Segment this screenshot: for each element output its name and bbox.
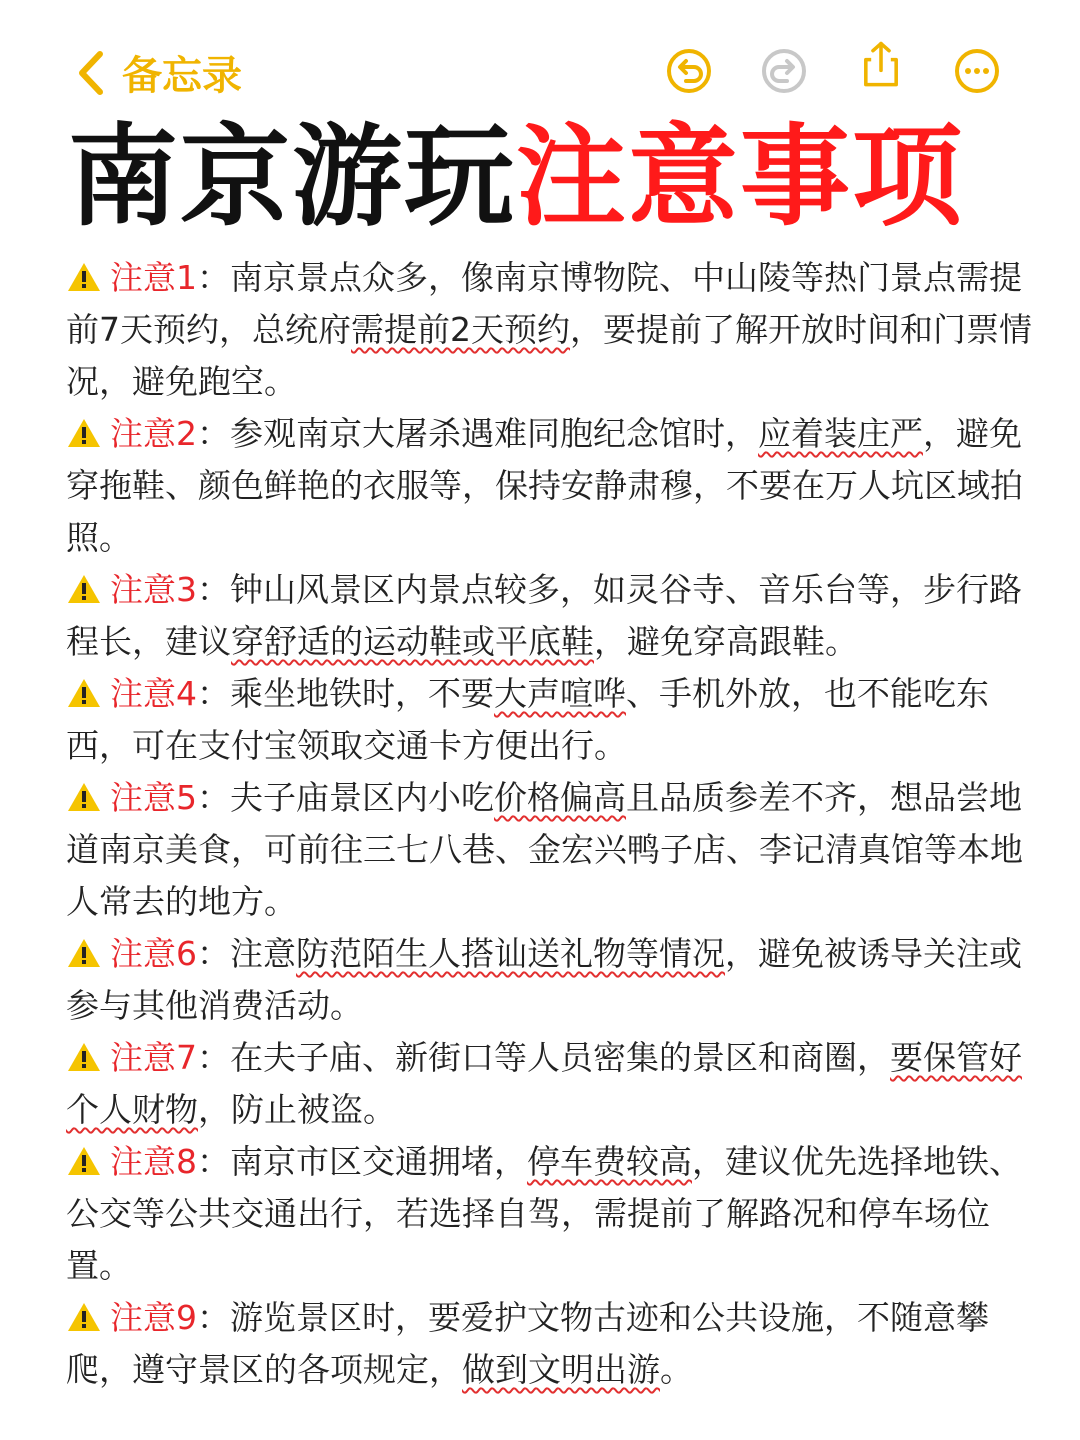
note-highlight: 需提前2天预约 — [351, 310, 570, 349]
undo-icon[interactable] — [664, 46, 714, 96]
note-highlight: 做到文明出游 — [462, 1350, 660, 1389]
note-item — [66, 252, 1041, 408]
warning-icon — [66, 417, 102, 449]
note-text: ，防止被盗。 — [198, 1090, 396, 1129]
redo-icon[interactable] — [759, 46, 809, 96]
note-label: 注意3 — [110, 570, 197, 609]
note-separator: ： — [197, 414, 230, 453]
note-separator: ： — [197, 674, 230, 713]
note-label: 注意2 — [110, 414, 197, 453]
note-highlight: 防范陌生人搭讪送礼物等情况 — [296, 934, 725, 973]
note-separator: ： — [197, 1142, 230, 1181]
back-label: 备忘录 — [122, 53, 242, 99]
note-label: 注意9 — [110, 1298, 197, 1337]
note-text: 参观南京大屠杀遇难同胞纪念馆时， — [230, 414, 758, 453]
note-text: 南京景点众多，像南京博物院、中山陵等热门景点需提前7天预约，总统府 — [66, 258, 1022, 349]
warning-icon — [66, 261, 102, 293]
note-text: 钟山风景区内景点较多，如灵谷寺、音乐台等，步行路程长，建议 — [66, 570, 1022, 661]
note-body — [66, 252, 1041, 1396]
note-text: ，避免穿拖鞋、颜色鲜艳的衣服等，保持安静肃穆，不要在万人坑区域拍照。 — [66, 414, 1023, 557]
warning-icon — [66, 781, 102, 813]
page-title — [68, 112, 964, 242]
note-highlight: 大声喧哗 — [494, 674, 626, 713]
note-item — [66, 1032, 1041, 1136]
note-item — [66, 408, 1041, 564]
title-part-red: 注意事项 — [516, 113, 964, 241]
note-label: 注意6 — [110, 934, 197, 973]
top-toolbar — [0, 0, 1080, 130]
warning-icon — [66, 573, 102, 605]
note-text: 。 — [660, 1350, 693, 1389]
note-text: ，避免穿高跟鞋。 — [594, 622, 858, 661]
note-text: 注意 — [230, 934, 296, 973]
warning-icon — [66, 1145, 102, 1177]
note-text: 南京市区交通拥堵， — [230, 1142, 527, 1181]
note-item — [66, 1292, 1041, 1396]
note-item — [66, 1136, 1041, 1292]
note-label: 注意5 — [110, 778, 197, 817]
note-label: 注意8 — [110, 1142, 197, 1181]
warning-icon — [66, 937, 102, 969]
note-label: 注意1 — [110, 258, 197, 297]
note-item — [66, 928, 1041, 1032]
note-highlight: 停车费较高 — [527, 1142, 692, 1181]
note-highlight: 价格偏高 — [494, 778, 626, 817]
note-item — [66, 564, 1041, 668]
note-separator: ： — [197, 934, 230, 973]
note-label: 注意4 — [110, 674, 197, 713]
chevron-left-icon — [72, 48, 112, 98]
note-text: 且品质参差不齐，想品尝地道南京美食，可前往三七八巷、金宏兴鸭子店、李记清真馆等本地人常去的地方。 — [66, 778, 1023, 921]
note-highlight: 要保管好个人财物 — [66, 1038, 1022, 1129]
note-highlight: 应着装庄严 — [758, 414, 923, 453]
note-text: 乘坐地铁时，不要 — [230, 674, 494, 713]
warning-icon — [66, 677, 102, 709]
warning-icon — [66, 1301, 102, 1333]
note-text: 游览景区时，要爱护文物古迹和公共设施，不随意攀爬，遵守景区的各项规定， — [66, 1298, 989, 1389]
note-item — [66, 668, 1041, 772]
note-text: ，避免被诱导关注或参与其他消费活动。 — [66, 934, 1022, 1025]
more-icon[interactable] — [952, 46, 1002, 96]
note-text: ，要提前了解开放时间和门票情况，避免跑空。 — [66, 310, 1032, 401]
warning-icon — [66, 1041, 102, 1073]
note-text: ，建议优先选择地铁、公交等公共交通出行，若选择自驾，需提前了解路况和停车场位置。 — [66, 1142, 1022, 1285]
note-separator: ： — [197, 778, 230, 817]
note-label: 注意7 — [110, 1038, 197, 1077]
note-separator: ： — [197, 570, 230, 609]
note-separator: ： — [197, 258, 230, 297]
back-button[interactable] — [72, 44, 242, 101]
note-highlight: 穿舒适的运动鞋或平底鞋 — [231, 622, 594, 661]
note-text: 夫子庙景区内小吃 — [230, 778, 494, 817]
share-icon[interactable] — [856, 40, 906, 90]
note-separator: ： — [197, 1298, 230, 1337]
note-text: 、手机外放，也不能吃东西，可在支付宝领取交通卡方便出行。 — [66, 674, 989, 765]
note-text: 在夫子庙、新街口等人员密集的景区和商圈， — [230, 1038, 890, 1077]
note-separator: ： — [197, 1038, 230, 1077]
title-part-black: 南京游玩 — [68, 113, 516, 241]
note-item — [66, 772, 1041, 928]
